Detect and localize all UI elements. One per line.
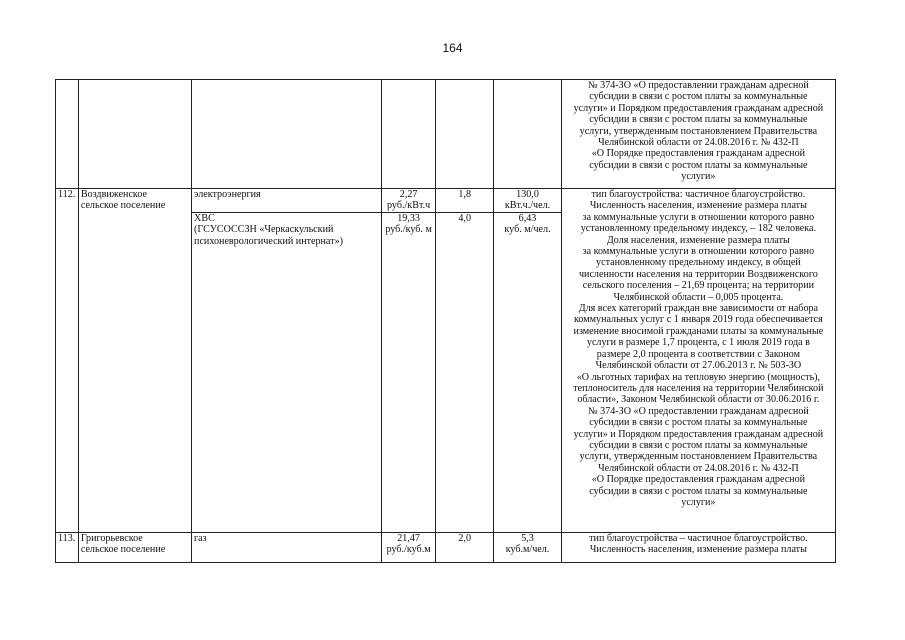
cell-empty-tariff xyxy=(382,80,436,189)
cell-empty-number xyxy=(56,80,79,189)
row-113-description: тип благоустройства – частичное благоустройство. Численность населения, изменение размера платы xyxy=(561,533,835,563)
increase-electricity: 1,8 xyxy=(458,189,471,200)
service-cold-water: ХВС (ГСУСОССЗН «Черкаскульский психоневрологический интернат») xyxy=(192,212,381,247)
settlement-name: Воздвиженское сельское поселение xyxy=(78,189,191,533)
text-line: услуги» xyxy=(681,171,716,183)
cell-empty-service xyxy=(192,80,382,189)
service-gas: газ xyxy=(192,533,382,563)
text-line: субсидии в связи с ростом платы за коммунальные xyxy=(589,91,808,103)
service-electricity: электроэнергия xyxy=(194,189,261,200)
services-cell xyxy=(192,189,382,533)
norm-gas: 5,3 куб.м/чел. xyxy=(494,533,562,563)
tariffs-cell xyxy=(382,189,436,533)
text-line: № 374-ЗО «О предоставлении гражданам адресной xyxy=(588,80,809,91)
text-line: субсидии в связи с ростом платы за коммунальные xyxy=(589,114,808,126)
continuation-row xyxy=(56,80,836,189)
cell-empty-increase xyxy=(436,80,494,189)
norm-electricity: 130,0 кВт.ч./чел. xyxy=(504,189,551,212)
norm-cold-water: 6,43 куб. м/чел. xyxy=(494,212,561,236)
text-line: «О Порядке предоставления гражданам адресной xyxy=(591,148,806,160)
page-number: 164 xyxy=(442,41,463,55)
row-number: 113. xyxy=(56,533,79,563)
cell-empty-settlement xyxy=(78,80,191,189)
text-line: субсидии в связи с ростом платы за коммунальные xyxy=(589,159,808,171)
tariff-cold-water: 19,33 руб./куб. м xyxy=(382,212,435,236)
table-row-113 xyxy=(56,533,836,563)
increase-gas: 2,0 xyxy=(436,533,494,563)
continuation-description xyxy=(561,80,835,189)
norm-cell xyxy=(494,189,562,533)
text-line: Челябинской области от 24.08.2016 г. № 432-П xyxy=(598,137,799,149)
text-line: услуги, утвержденным постановлением Правительства xyxy=(579,125,818,137)
text-line: услуги» и Порядком предоставления гражданам адресной xyxy=(573,102,824,114)
tariff-table xyxy=(55,79,836,563)
tariff-electricity: 2,27 руб./кВт.ч xyxy=(387,189,431,212)
table-row-112 xyxy=(56,189,836,533)
increase-cell xyxy=(436,189,494,533)
row-112-description: тип благоустройства: частичное благоустройство. Численность населения, изменение размера платы за коммунальные услуги в отношении которого равно установленному предельному индексу, – 182 человека. Доля населения, изменение размера платы за коммунальные услуги в отношении которого равно установленному предельному индексу, в общей численности населения на территории Воздвиженского сельского поселения – 21,69 процента; на территории Челябинской области – 0,005 процента. Для всех категорий граждан вне зависимости от набора коммунальных услуг с 1 января 2019 года обеспечивается изменение вносимой гражданами платы за коммунальные услуги в размере 1,7 процента, с 1 июля 2019 года в размере 2,0 процента в соответствии с Законом Челябинской области от 27.06.2013 г. № 503-ЗО «О льготных тарифах на тепловую энергию (мощность), теплоноситель для населения на территории Челябинской области», Законом Челябинской области от 30.06.2016 г. № 374-ЗО «О предоставлении гражданам адресной субсидии в связи с ростом платы за коммунальные услуги» и Порядком предоставления гражданам адресной субсидии в связи с ростом платы за коммунальные услуги, утвержденным постановлением Правительства Челябинской области от 24.08.2016 г. № 432-П «О Порядке предоставления гражданам адресной субсидии в связи с ростом платы за коммунальные услуги» xyxy=(561,189,835,533)
increase-cold-water: 4,0 xyxy=(436,212,493,224)
settlement-name: Григорьевское сельское поселение xyxy=(78,533,191,563)
cell-empty-norm xyxy=(494,80,562,189)
row-number: 112. xyxy=(56,189,79,533)
tariff-gas: 21,47 руб./куб.м xyxy=(382,533,436,563)
